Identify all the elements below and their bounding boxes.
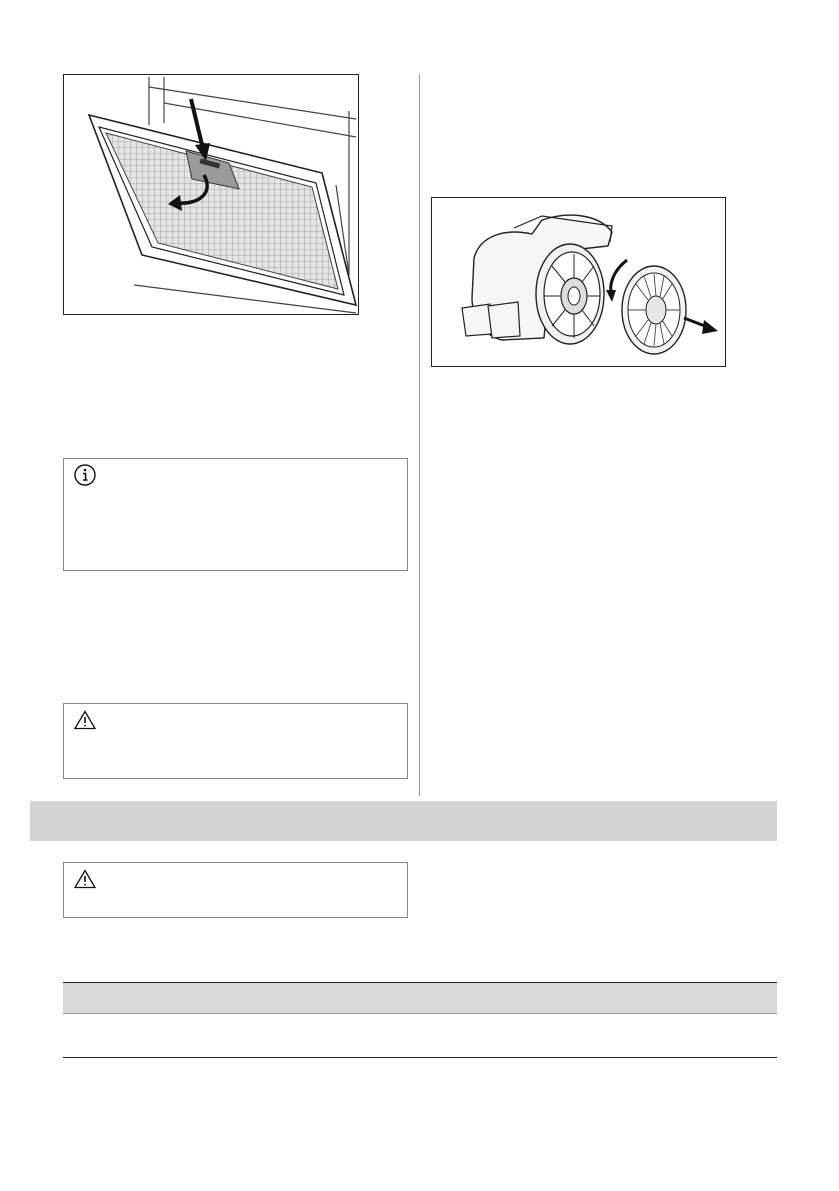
warning-triangle-icon (74, 869, 96, 889)
table-header-row (63, 983, 777, 1013)
section-heading-band (30, 801, 777, 841)
warning-triangle-icon (74, 710, 96, 730)
column-divider (419, 74, 420, 796)
info-icon (73, 463, 97, 487)
grease-filter-removal-icon (64, 75, 358, 314)
warning-note-box (63, 703, 408, 779)
table-bottom-rule (63, 1057, 777, 1058)
carbon-filter-removal-icon (432, 198, 725, 366)
table-row (63, 1014, 777, 1056)
info-note-box (63, 458, 408, 571)
warning-note-box (63, 862, 408, 918)
data-table (63, 982, 777, 1058)
figure-grease-filter (63, 74, 359, 315)
figure-carbon-filter (431, 197, 726, 367)
